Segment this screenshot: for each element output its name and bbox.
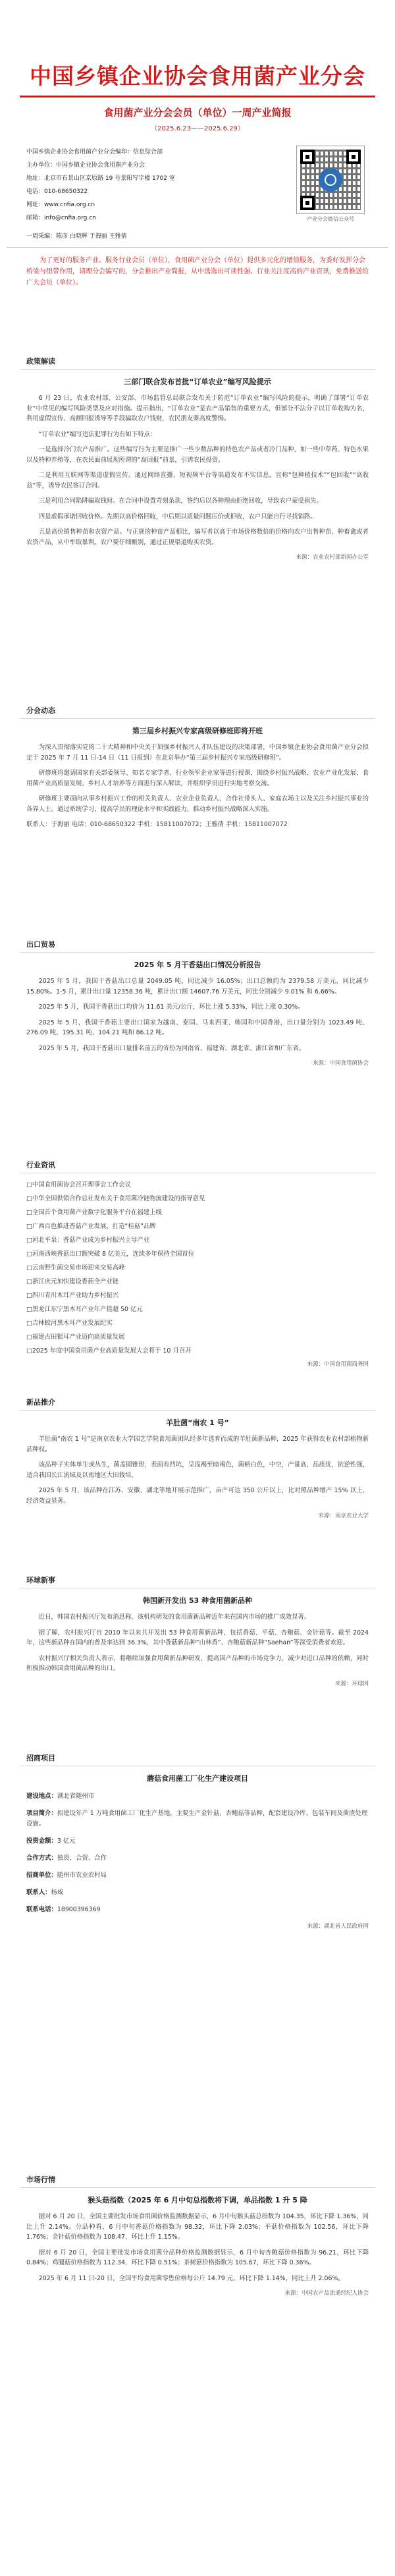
section-product (0, 1397, 395, 1519)
qr-finder (300, 150, 315, 164)
section-heading: 新品推介 (26, 1398, 55, 1407)
paragraph: 为深入贯彻落实党的二十大精神和中央关于加强乡村振兴人才队伍建设的决策部署，中国乡镇企业协会食用菌产业分会拟定于 2025 年 7 月 11 日-14 日（11 日报到）在北京举办“第三届乡村振兴专家高级研修班”。 (26, 744, 369, 762)
article-title: 第三届乡村振兴专家高级研修班即将开班 (132, 727, 263, 735)
paragraph: 2025 年 5 月，我国干香菇出口总量 2049.05 吨，同比减少 16.05%；出口总额约为 2379.58 万美元，同比减少 15.80%。1-5 月，累计出口量 12358.36 吨，累计出口额 14607.76 万美元，同比分别减少 9.01% 和 6.66%。 (26, 978, 369, 995)
paragraph: 2025 年 5 月，我国干香菇出口量排名前五的省份为河南省、福建省、湖北省、浙江省和广东省。 (38, 1044, 305, 1052)
paragraph: 羊肚菌“南农 1 号”是南京农业大学园艺学院食用菌团队经多年选育而成的羊肚菌新品种，2025 年获得农业农村部植物新品种权。 (26, 1436, 369, 1453)
paragraph: 2025 年 5 月，我国干香菇主要出口国家为越南、泰国、马来西亚、韩国和中国香港，出口量分别为 1023.49 吨、276.09 吨、195.31 吨、104.21 吨和 86.12 吨。 (26, 1019, 369, 1036)
masthead-date: （2025.6.23——2025.6.29） (151, 125, 244, 132)
field-phone: 联系电话：18900396369 (26, 1906, 101, 1913)
article-source: 来源：湖北省人民政府网 (307, 1923, 369, 1930)
divider (20, 718, 375, 719)
article-source: 来源：中国食用菌协会 (312, 1060, 369, 1067)
field-mode: 合作方式：独资、合资、合作 (26, 1855, 107, 1862)
article-title: 蘑菇食用菌工厂化生产建设项目 (147, 1774, 248, 1783)
project-fields (26, 1791, 369, 1915)
article-body (26, 393, 369, 547)
news-item[interactable]: □河北平泉：香菇产业成为乡村振兴主导产业 (26, 1237, 149, 1244)
section-policy (0, 356, 395, 561)
field-amount: 投资金额：3 亿元 (26, 1837, 76, 1845)
field-unit: 招商单位：随州市农业农村局 (26, 1872, 107, 1879)
divider (20, 2187, 375, 2188)
news-list (26, 1180, 369, 1356)
article-body (26, 1612, 369, 1674)
divider (20, 369, 375, 370)
info-website[interactable]: 网址：www.cnfia.org.cn (26, 202, 95, 208)
paragraph: 据对 6 月 20 日，全国主要批发市场食用菌分品种价格监测数据显示，6 月中旬杏鲍菇价格指数为 96.21，环比下降 0.84%；鸡腿菇价格指数为 112.34，环比下降 0.51%；茶树菇价格指数为 105.67，环比下降 0.36%。 (26, 2249, 369, 2266)
info-phone: 电话：010-68650322 (26, 188, 88, 195)
info-editor: 中国乡镇企业协会食用菌产业分会编印：信息综合部 (26, 149, 163, 155)
section-heading: 出口贸易 (26, 940, 55, 949)
article-title: 2025 年 5 月干香菇出口情况分析报告 (134, 961, 261, 969)
news-item[interactable]: □四川青川木耳产业助力乡村振兴 (26, 1292, 119, 1299)
divider (20, 952, 375, 953)
paragraph: 农村振兴厅相关负责人表示，将继续加强食用菌新品种研发，提高国产品种的市场竞争力，减少对进口品种的依赖，同时积极推动韩国食用菌品种的出口。 (26, 1654, 369, 1672)
paragraph: 据对 6 月 20 日，全国主要批发市场食用菌价格监测数据显示，6 月中旬猴头菇总指数为 104.35，环比下降 1.36%，同比上升 2.14%。分品种看，6 月中旬香菇价格指数为 98.32，环比下降 2.03%；平菇价格指数为 102.56，环比下降 1.76%；金针菇价格指数为 108.47，环比上升 1.15%。 (26, 2213, 369, 2241)
paragraph: “订单农业”编写违法犯罪行为有如下特点： (38, 430, 157, 438)
paragraph: 五是高价销售种苗和农资产品。与正规的种苗产品相比，编写者以高于市场价格数倍的价格向农户出售种苗、种畜禽或者农资产品，从中牟取暴利。农户要仔细甄别，通过正规渠道购买农资。 (26, 528, 369, 546)
news-item[interactable]: □黑龙江东宁黑木耳产业年产值超 50 亿元 (26, 1306, 143, 1313)
section-heading: 分会动态 (26, 706, 55, 715)
section-heading: 招商项目 (26, 1754, 55, 1762)
info-block (26, 143, 369, 321)
article-body (26, 742, 369, 830)
paragraph: 2025 年 5 月，该品种在江苏、安徽、湖北等地开展示范推广，亩产可达 350 公斤以上，比对照品种增产 15% 以上，经济效益显著。 (26, 1487, 369, 1505)
section-invest (0, 1752, 395, 1930)
section-export (0, 939, 395, 1067)
news-item[interactable]: □云南野生菌交易市场迎来交易高峰 (26, 1264, 125, 1272)
article-source: 来源：农业农村部新闻办公室 (296, 554, 369, 561)
article-body (26, 2212, 369, 2283)
article-body (26, 1434, 369, 1506)
news-item[interactable]: □河南西峡香菇出口额突破 8 亿美元，连续多年保持全国首位 (26, 1250, 195, 1258)
article-body (26, 976, 369, 1053)
paragraph: 研修班将邀请国家有关部委领导、知名专家学者、行业领军企业家等进行授课，围绕乡村振兴战略、农业产业化发展、食用菌产业高质量发展、乡村人才培养等方面进行深入解读，并组织学员进行实地考察交流。 (26, 770, 369, 787)
section-world (0, 1575, 395, 1687)
section-branch (0, 705, 395, 835)
section-heading: 政策解读 (26, 357, 55, 366)
field-summary: 项目简介：拟建设年产 1 万吨食用菌工厂化生产基地，主要生产金针菇、杏鲍菇等品种，配套建设冷库、包装车间及菌渣处理设施。 (26, 1810, 368, 1828)
paragraph: 该品种子实体单生或丛生，菌盖圆锥形，表面有凹坑，呈浅褐至暗褐色，菌柄白色，中空，产量高，品质优，抗逆性强，适合我国长江流域及以南地区大田栽培。 (26, 1461, 369, 1479)
news-item[interactable]: □全国首个食用菌产业数字化服务平台在福建上线 (26, 1209, 162, 1216)
field-location: 建设地点：湖北省随州市 (26, 1793, 95, 1800)
article-title: 猴头菇指数（2025 年 6 月中旬总指数将下调，单品指数 1 升 5 降 (88, 2196, 307, 2204)
paragraph: 近日，韩国农村振兴厅发布消息称，该机构研发的食用菌新品种近年来在国内市场的推广成效显著。 (38, 1613, 311, 1621)
paragraph: 研修班主要面向从事乡村振兴工作的相关负责人、农业企业负责人、合作社带头人、家庭农场主以及关注乡村振兴事业的各界人士。通过系统学习，提高学员的理论水平和实践能力，推动乡村振兴战略深入实施。 (26, 795, 369, 813)
masthead-subtitle: 食用菌产业分会会员（单位）一周产业简报 (103, 107, 292, 119)
section-heading: 环球新事 (26, 1576, 55, 1584)
paragraph: 一是选择冷门农产品推广。这些编写行为主要是推广一些少数品种的特色农产品或者冷门品种，如一些中草药、特色水果以及特种养殖等，在农民面前展现所谓的“高回报”前景，引诱农民投资。 (26, 446, 369, 464)
article-title: 羊肚菌“南农 1 号” (166, 1418, 229, 1427)
paragraph: 四是虚假承诺回收价格。先期以高价格回收，中后期以质量问题压价或拒收，农户只能自行寻找销路。 (38, 513, 317, 520)
paragraph: 二是利用互联网等渠道虚假宣传。通过网络直播、短视频平台等渠道发布不实信息，宣称“包种植技术”“包回收”“高收益”等，诱导农民签订合同。 (26, 472, 369, 490)
paragraph: 2025 年 6 月 11 日-20 日，全国平均食用菌零售价格每公斤 14.79 元，环比下降 1.14%，同比上升 2.06%。 (38, 2274, 344, 2282)
section-market (0, 2174, 395, 2297)
section-industry (0, 1160, 395, 1368)
divider (20, 1410, 375, 1411)
article-source: 来源：中国食用菌商务网 (307, 1361, 369, 1368)
article-source: 来源：南京农业大学 (318, 1513, 369, 1519)
masthead (0, 0, 395, 132)
news-item[interactable]: □吉林蛟河黑木耳产业发展纪实 (26, 1320, 113, 1327)
section-heading: 市场行情 (26, 2175, 55, 2184)
news-item[interactable]: □中华全国供销合作总社发布关于食用菌冷链物流建设的指导意见 (26, 1195, 205, 1202)
qr-logo-icon (319, 168, 342, 192)
qr-caption: 产业分会微信公众号 (307, 216, 354, 222)
field-contact: 联系人：杨威 (26, 1889, 64, 1896)
qr-code-image (296, 146, 365, 214)
info-address: 地址：北京市石景山区京原路 19 号景阳写字楼 1702 室 (26, 175, 175, 182)
section-heading: 行业资讯 (26, 1161, 55, 1169)
article-title: 韩国新开发出 53 种食用菌新品种 (143, 1596, 252, 1605)
qr-finder (346, 150, 361, 164)
info-editors: 一周采编：陈彦 白晓辉 于海丽 王雅倩 (26, 233, 127, 240)
article-source: 来源：环球网 (334, 1680, 369, 1687)
news-item[interactable]: □浙江庆元加快建设香菇全产业链 (26, 1278, 119, 1285)
news-item[interactable]: □2025 年度中国食用菌产业高质量发展大会将于 10 月召开 (26, 1347, 192, 1355)
paragraph: 据了解，农村振兴厅自 2010 年以来共开发出 53 种食用菌新品种，包括香菇、平菇、杏鲍菇、金针菇等。截至 2024 年，这些新品种在国内的普及率达到 36.3%，其中香菇新品种“山林香”、杏鲍菇新品种“Saehan”等深受消费者欢迎。 (26, 1629, 369, 1646)
news-item[interactable]: □中国食用菌协会召开理事会工作会议 (26, 1181, 131, 1189)
intro-text: 为了更好的服务产业、服务行业会员（单位），食用菌产业分会（单位）提供多元化的增值服务，为委好发挥分会桥梁与纽带作用，请理分会编写的，分会推出产业简报，从中选选出可读性强、行业关注度高的产业资讯，免费推送给广大会员（单位）。 (26, 257, 369, 287)
paragraph: 6 月 23 日，农业农村部、公安部、市场监管总局联合发布关于防范“订单农业”编写风险的提示，明确了部署“订单农业”中常见的编写风险类型及应对措施。提示指出，“订单农业”是农产品销售的重要方式，但部分不法分子以订单收购为名，利用虚假宣传、高额回报诱导等手段骗取农户钱财，农民朋友要高度警惕。 (26, 395, 369, 422)
paragraph: 2025 年 5 月，我国干香菇出口均价为 11.61 美元/公斤，环比上涨 5.33%，同比上涨 0.30%。 (38, 1003, 304, 1011)
paragraph: 三是利用合同陷阱骗取钱财。在合同中设置苛刻条款，签约后以各种理由拒绝回收，导致农户蒙受损失。 (38, 497, 323, 505)
info-email[interactable]: 邮箱：info@cnfia.org.cn (26, 215, 96, 221)
masthead-rule (20, 96, 375, 98)
article-source: 来源：中国农产品流通经纪人协会 (284, 2290, 369, 2297)
divider (7, 247, 388, 248)
masthead-title: 中国乡镇企业协会食用菌产业分会 (30, 63, 365, 89)
info-host: 主办单位：中国乡镇企业协会食用菌产业分会 (26, 162, 145, 169)
news-item[interactable]: □广西百色推进香菇产业发展，打造“桂菇”品牌 (26, 1223, 156, 1230)
news-item[interactable]: □福建古田银耳产业迈向高质量发展 (26, 1333, 125, 1341)
article-title: 三部门联合发布首批“订单农业”编写风险提示 (124, 378, 271, 386)
contact-line: 联系人：于海丽 电话：010-68650322 手机：15811007072；王雅倩 手机：15811007072 (26, 821, 288, 828)
qr-finder (300, 196, 315, 210)
